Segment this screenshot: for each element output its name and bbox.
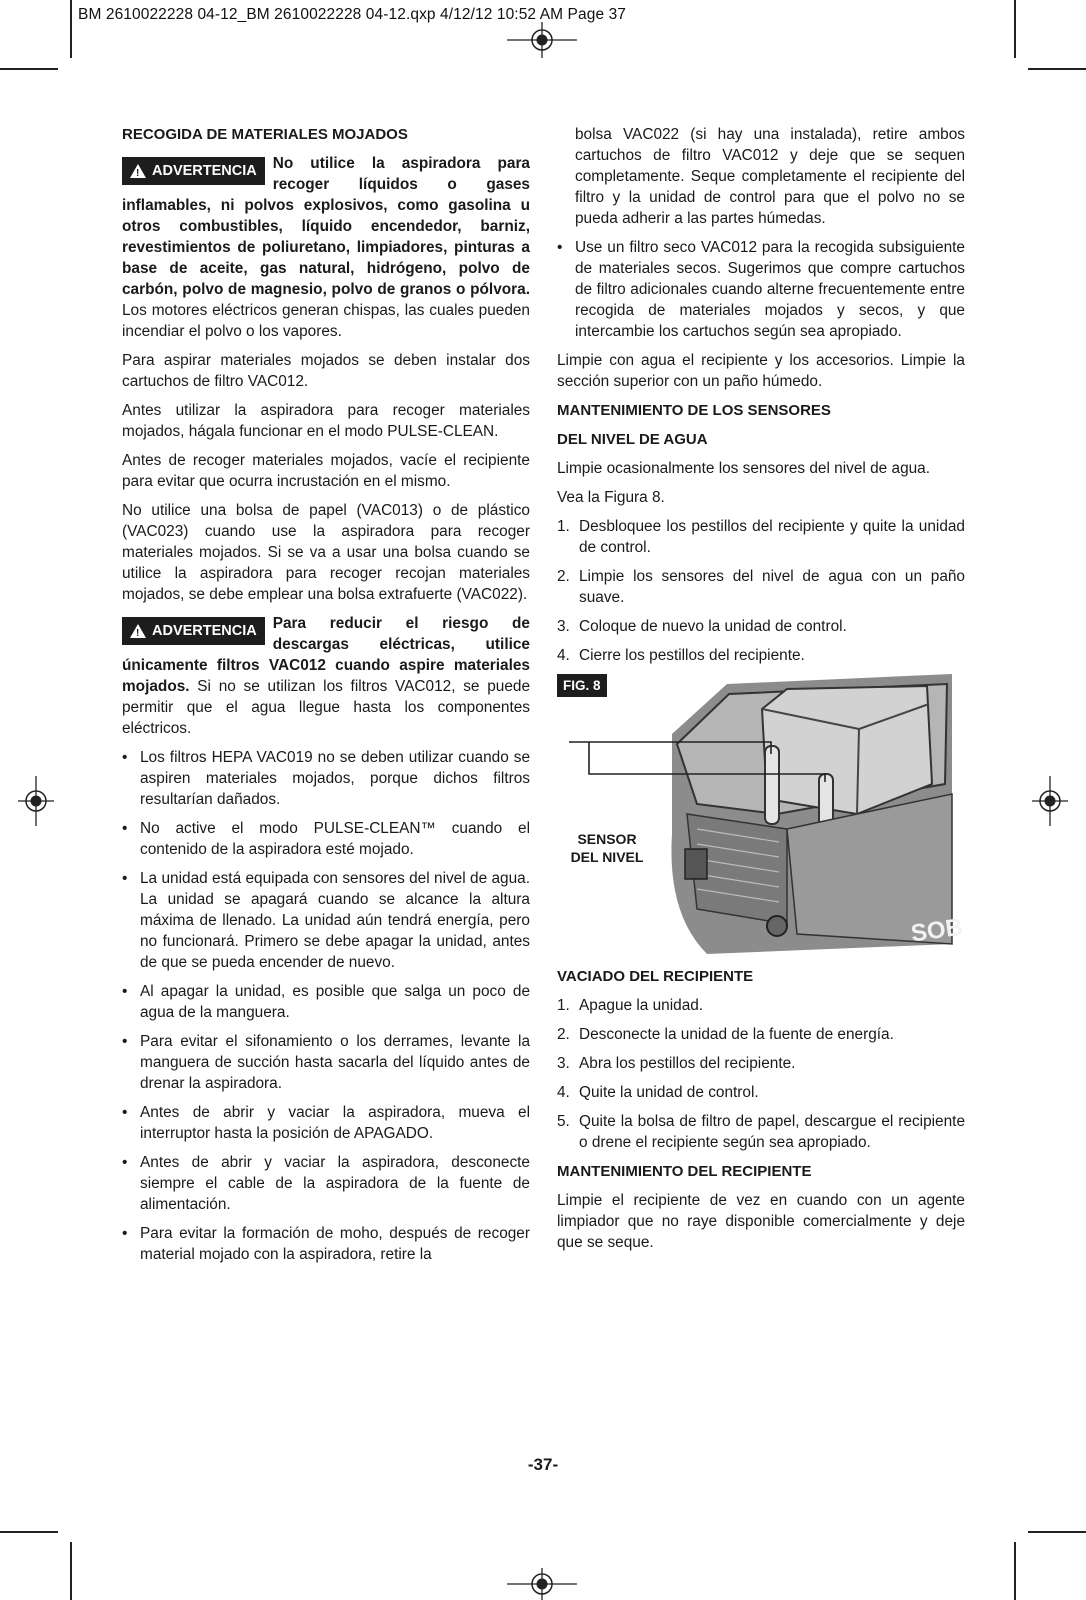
- list-item: • No active el modo PULSE-CLEAN™ cuando el contenido de la aspiradora esté mojado.: [122, 818, 530, 860]
- section-heading: MANTENIMIENTO DEL RECIPIENTE: [557, 1163, 812, 1180]
- warning-badge: ! ADVERTENCIA: [122, 617, 265, 645]
- paragraph: Limpie ocasionalmente los sensores del nivel de agua.: [557, 460, 931, 477]
- paragraph: Limpie con agua el recipiente y los accesorios. Limpie la sección superior con un paño húmedo.: [557, 352, 965, 390]
- list-item: • Antes de abrir y vaciar la aspiradora, mueva el interruptor hasta la posición de APAGADO.: [122, 1102, 530, 1144]
- page-number: -37-: [527, 1455, 559, 1474]
- registration-mark-icon: [1032, 776, 1068, 826]
- numbered-list: [557, 516, 965, 666]
- section-heading: DEL NIVEL DE AGUA: [557, 431, 708, 448]
- warning-triangle-icon: [130, 624, 146, 638]
- warning-text-rest: Los motores eléctricos generan chispas, las cuales pueden incendiar el polvo o los vapores.: [122, 302, 530, 340]
- figure-tag: FIG. 8: [557, 674, 607, 697]
- crop-mark: [0, 68, 58, 70]
- list-item: 1. Desbloquee los pestillos del recipiente y quite la unidad de control.: [557, 518, 965, 556]
- paragraph: Antes de recoger materiales mojados, vacíe el recipiente para evitar que ocurra incrustación en el mismo.: [122, 452, 530, 490]
- registration-mark-icon: [18, 776, 54, 826]
- list-item: • Los filtros HEPA VAC019 no se deben utilizar cuando se aspiren materiales mojados, porque dichos filtros resultarían dañados.: [122, 747, 530, 810]
- crop-mark: [1028, 1531, 1086, 1533]
- list-item: 4. Quite la unidad de control.: [557, 1084, 759, 1101]
- warning-triangle-icon: [130, 164, 146, 178]
- section-heading: RECOGIDA DE MATERIALES MOJADOS: [122, 126, 408, 143]
- warning-text-rest: Si no se utilizan los filtros VAC012, se puede permitir que el agua llegue hasta los componentes eléctricos.: [122, 678, 530, 737]
- crop-mark: [70, 0, 72, 58]
- list-item: 3. Abra los pestillos del recipiente.: [557, 1055, 796, 1072]
- vacuum-canister-illustration: [557, 674, 965, 958]
- registration-mark-icon: [507, 22, 577, 58]
- bullet-list: [557, 237, 965, 342]
- bullet-list: [122, 747, 530, 1265]
- section-heading: MANTENIMIENTO DE LOS SENSORES: [557, 402, 831, 419]
- list-item: 1. Apague la unidad.: [557, 997, 704, 1014]
- crop-mark: [1014, 0, 1016, 58]
- list-item: 3. Coloque de nuevo la unidad de control.: [557, 618, 847, 635]
- paragraph: bolsa VAC022 (si hay una instalada), retire ambos cartuchos de filtro VAC012 y deje que se sequen completamente. Seque completamente el recipiente del filtro y la unidad de control para que el polvo no se pueda adherir a las partes húmedas.: [575, 126, 965, 227]
- right-column: [557, 124, 965, 1261]
- list-item: 2. Desconecte la unidad de la fuente de energía.: [557, 1026, 894, 1043]
- left-column: [122, 124, 530, 1273]
- list-item: • La unidad está equipada con sensores del nivel de agua. La unidad se apagará cuando se alcance la altura máxima de llenado. La unidad aún tendrá energía, pero no funcionará. Primero se debe apagar la unidad, antes de que se pueda encender de nuevo.: [122, 868, 530, 973]
- crop-mark: [1014, 1542, 1016, 1600]
- list-item: • Para evitar la formación de moho, después de recoger material mojado con la aspiradora, retire la: [122, 1223, 530, 1265]
- list-item: • Use un filtro seco VAC012 para la recogida subsiguiente de materiales secos. Sugerimos que compre cartuchos de filtro adicionales cuando alterne frecuentemente entre recogida de materiales mojados y secos, y que intercambie los cartuchos según sea apropiado.: [557, 237, 965, 342]
- paragraph: Antes utilizar la aspiradora para recoger materiales mojados, hágala funcionar en el modo PULSE-CLEAN.: [122, 402, 530, 440]
- list-item: 4. Cierre los pestillos del recipiente.: [557, 647, 805, 664]
- paragraph: Vea la Figura 8.: [557, 489, 665, 506]
- sensor-label: SENSOR DEL NIVEL: [570, 831, 644, 865]
- crop-mark: [70, 1542, 72, 1600]
- list-item: 2. Limpie los sensores del nivel de agua con un paño suave.: [557, 568, 965, 606]
- list-item: • Para evitar el sifonamiento o los derrames, levante la manguera de succión hasta sacarla del líquido antes de drenar la aspiradora.: [122, 1031, 530, 1094]
- warning-text: No utilice la aspiradora para recoger líquidos o gases inflamables, ni polvos explosivos, como gasolina u otros combustibles, líquido encendedor, barniz, revestimientos de poliuretano, limpiadores, pinturas a base de aceite, gas natural, hidrógeno, polvo de carbón, polvo de magnesio, polvo de granos o pólvora.: [122, 155, 530, 298]
- paragraph: Para aspirar materiales mojados se deben instalar dos cartuchos de filtro VAC012.: [122, 352, 530, 390]
- list-item: • Antes de abrir y vaciar la aspiradora, desconecte siempre el cable de la aspiradora de la fuente de alimentación.: [122, 1152, 530, 1215]
- warning-paragraph: [122, 613, 530, 739]
- figure-8: [557, 674, 965, 958]
- paragraph: No utilice una bolsa de papel (VAC013) o de plástico (VAC023) cuando use la aspiradora para recoger materiales mojados. Si se va a usar una bolsa cuando se utilice la aspiradora para recoger recojan materiales mojados, se debe emplear una bolsa extrafuerte (VAC022).: [122, 502, 530, 603]
- list-item: 5. Quite la bolsa de filtro de papel, descargue el recipiente o drene el recipiente según sea apropiado.: [557, 1113, 965, 1151]
- section-heading: VACIADO DEL RECIPIENTE: [557, 968, 754, 985]
- warning-text: Para reducir el riesgo de descargas eléctricas, utilice únicamente filtros VAC012 cuando aspire materiales mojados.: [122, 615, 530, 695]
- registration-mark-icon: [507, 1568, 577, 1600]
- print-slug: BM 2610022228 04-12_BM 2610022228 04-12.qxp 4/12/12 10:52 AM Page 37: [78, 6, 627, 23]
- numbered-list: [557, 995, 965, 1153]
- paragraph: Limpie el recipiente de vez en cuando con un agente limpiador que no raye disponible comercialmente y deje que se seque.: [557, 1192, 965, 1251]
- brand-fragment: SOB: [909, 913, 965, 948]
- warning-paragraph: [122, 153, 530, 342]
- crop-mark: [0, 1531, 58, 1533]
- warning-badge: ! ADVERTENCIA: [122, 157, 265, 185]
- crop-mark: [1028, 68, 1086, 70]
- list-item: • Al apagar la unidad, es posible que salga un poco de agua de la manguera.: [122, 981, 530, 1023]
